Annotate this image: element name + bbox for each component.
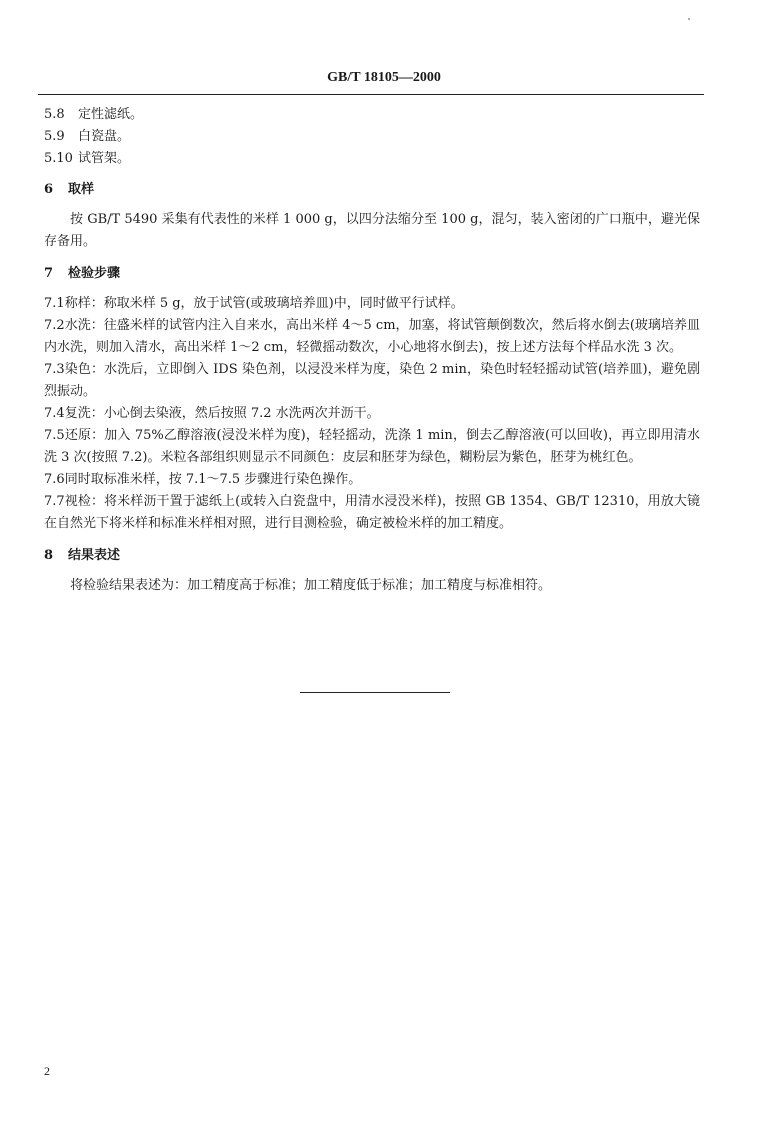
- section-heading-6: [44, 179, 700, 201]
- step-item: [44, 491, 700, 535]
- document-body: [44, 104, 700, 597]
- step-item: [44, 403, 700, 425]
- header-rule: [38, 94, 704, 95]
- list-item: [44, 104, 700, 126]
- step-number: 7.3: [44, 362, 65, 377]
- step-number: 7.4: [44, 406, 65, 421]
- item-list: [44, 104, 700, 170]
- section-title: 结果表述: [68, 548, 121, 563]
- step-list: [44, 293, 700, 535]
- item-number: 5.9: [44, 129, 65, 144]
- step-number: 7.5: [44, 428, 65, 443]
- step-number: 7.7: [44, 494, 65, 509]
- step-text: 同时取标准米样，按 7.1～7.5 步骤进行染色操作。: [64, 472, 362, 487]
- step-text: 还原：加入 75%乙醇溶液(浸没米样为度)，轻轻摇动，洗涤 1 min，倒去乙醇溶液(可以回收)，再立即用清水洗 3 次(按照 7.2)。米粒各部组织则显示不同颜色：皮层和胚芽为绿色，糊粉层为紫色，胚芽为桃红色。: [44, 428, 700, 465]
- step-item: [44, 359, 700, 403]
- step-text: 称样：称取米样 5 g，放于试管(或玻璃培养皿)中，同时做平行试样。: [64, 296, 464, 311]
- step-text: 复洗：小心倒去染液，然后按照 7.2 水洗两次并沥干。: [64, 406, 380, 421]
- item-text: 白瓷盘。: [78, 129, 131, 144]
- step-item: [44, 425, 700, 469]
- scan-speck: [688, 18, 690, 20]
- section-6-paragraph: 按 GB/T 5490 采集有代表性的米样 1 000 g，以四分法缩分至 100 g，混匀，装入密闭的广口瓶中，避光保存备用。: [44, 212, 700, 249]
- page-header: GB/T 18105—2000: [327, 70, 441, 85]
- section-heading-8: [44, 545, 700, 567]
- list-item: [44, 126, 700, 148]
- step-number: 7.1: [44, 296, 65, 311]
- step-number: 7.2: [44, 318, 65, 333]
- item-number: 5.8: [44, 107, 65, 122]
- step-text: 染色：水洗后，立即倒入 IDS 染色剂，以浸没米样为度，染色 2 min，染色时轻轻摇动试管(培养皿)，避免剧烈振动。: [44, 362, 700, 399]
- step-text: 视检：将米样沥干置于滤纸上(或转入白瓷盘中，用清水浸没米样)，按照 GB 1354、GB/T 12310，用放大镜在自然光下将米样和标准米样相对照，进行目测检验，确定被检米样的加工精度。: [44, 494, 700, 531]
- item-text: 定性滤纸。: [78, 107, 144, 122]
- section-title: 取样: [68, 182, 95, 197]
- step-item: [44, 469, 700, 491]
- end-rule: [300, 692, 450, 693]
- step-item: [44, 293, 700, 315]
- item-number: 5.10: [44, 151, 73, 166]
- section-title: 检验步骤: [68, 266, 121, 281]
- step-number: 7.6: [44, 472, 65, 487]
- step-item: [44, 315, 700, 359]
- section-number: 8: [44, 548, 54, 563]
- section-8-paragraph: 将检验结果表述为：加工精度高于标准；加工精度低于标准；加工精度与标准相符。: [70, 578, 552, 593]
- section-number: 6: [44, 182, 54, 197]
- list-item: [44, 148, 700, 170]
- step-text: 水洗：往盛米样的试管内注入自来水，高出米样 4～5 cm，加塞，将试管颠倒数次，然后将水倒去(玻璃培养皿内水洗，则加入清水，高出米样 1～2 cm，轻微摇动数次，小心地将水倒去)，按上述方法每个样品水洗 3 次。: [44, 318, 700, 355]
- section-heading-7: [44, 263, 700, 285]
- page-number: 2: [44, 1064, 50, 1078]
- section-number: 7: [44, 266, 54, 281]
- item-text: 试管架。: [78, 151, 131, 166]
